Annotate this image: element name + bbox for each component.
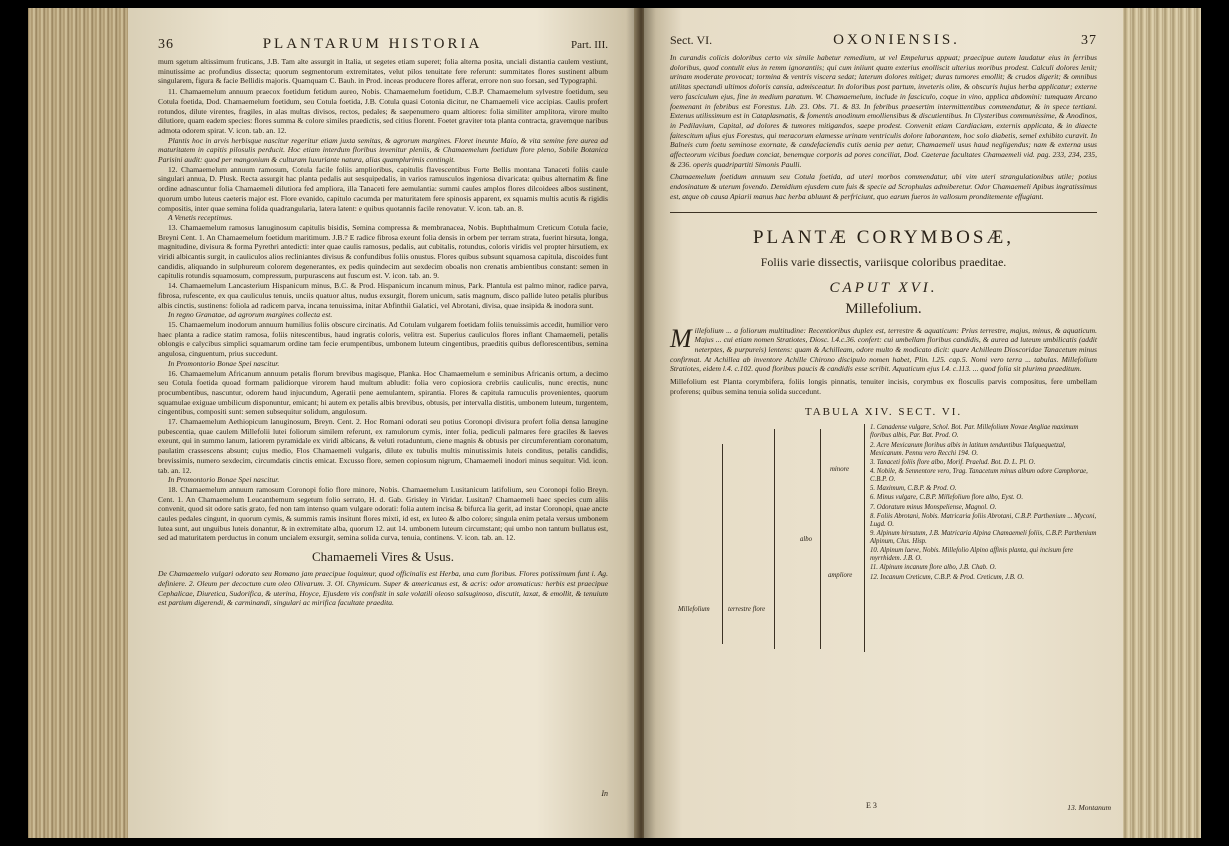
page-number: 36 — [158, 37, 174, 52]
table-minore-label: minore — [830, 466, 850, 474]
table-ampliore-label: ampliore — [828, 572, 853, 580]
gutter-shadow — [644, 8, 656, 838]
intro-paragraph: mum sgetum altissimum fruticans, J.B. Tam alte assurgit in Italia, ut segetes etiam superet; folia alterna posita, unciali distantia caulem vestiunt, minutissime ac profundius dissecta; quorum segmentorum extremitates, velut pilos tenuitate fere referunt: summitates flores sustinent album singularem, figura & facie Bellidis majoris. Quamquam C. Bauh. in Prod. inceas producere flores afferat, errore non suo forsan, sed Typographi. — [158, 57, 608, 86]
entry-number: 13. — [168, 222, 178, 232]
entry-number: 16. — [168, 368, 178, 378]
species-entry — [158, 310, 608, 320]
drop-cap: M — [670, 323, 692, 353]
species-entry — [158, 320, 608, 359]
entry-text: In Promontorio Bonae Spei nascitur. — [168, 358, 280, 368]
entry-text: Chamaemelum annuum ramosum Coronopi folio flore minore, Nobis. Chamaemelum Lusitanicum latifolium, seu Coronopi folio Breyn. Cent. 1. An Chamaemelum Leucanthemum segetum folio serrato, H. d. Gab. Grisley in Viridar. Lusitan? Chamaemeli haec species cum aliis convenit, quod sit odore satis grato, fed non tam intenso quam vulgare odorati: folia autem incisa & bifurca lia gerit, ad instar Coronopi, quae ancte caules pedales cingunt, in quorum cymis, & summis ramis insitunt flores mixti, id est, ex luteo & albo colore; singula enim petala versus umbonem lutea sunt, aut unguibus luteis donantur, & in extremitate alba, quorum 12. aut 14. umbonem luteum circumstant; qui umbo non tantum bullatus est, sed ad maturitatem perductus in conum uncialem exsurgit, semina solida curva, tenuia, continens. V. icon. tab. an. 12. — [158, 484, 608, 543]
page-number: 37 — [1080, 33, 1097, 48]
table-entry: 7. Odoratum minus Monspeliense, Magnol. O. — [870, 503, 997, 511]
table-brace — [774, 429, 775, 649]
table-entry: 4. Nobile, & Sennentore vero, Trag. Tanacetum minus album odore Camphorae, C.B.P. O. — [870, 468, 1088, 484]
species-entry — [158, 369, 608, 418]
table-title: TABULA XIV. SECT. VI. — [804, 406, 963, 419]
entry-text: Chamaemelum Lancasterium Hispanicum minus, B.C. & Prod. Hispanicum incanum minus, Park. Plantula est palmo minor, radice parva, fibrosa, rufescente, ex qua cauliculus tenuis, unciis quatuor altus, nudus exsurgit, florem unicum, satis magnum, disco pallide luteo petalis pluribus albis cinctis, sustinens: foliola ad radicem parva, incana tenuissima, initar Abfinthii Galatici, vel Abrotani, divisa, quae insipida & inodora sunt. — [158, 281, 608, 310]
table-entries — [870, 424, 1097, 582]
table-entry: 10. Alpinum laeve, Nobis. Millefolio Alpino affinis planta, qui incisum fere myrrhidem. J.B. O. — [870, 547, 1074, 563]
entry-list — [158, 87, 608, 543]
left-page-edges — [28, 8, 128, 838]
section-heading: Chamaemeli Vires & Usus. — [312, 549, 454, 565]
entry-text: Plantis hoc in arvis herbisque nascitur regeritur etiam juxta semitas, & agrorum margines. Floret ineunte Maio, & vita semine fere aurea ad maturitatem in capitis pilosulis perducit. Hoc etiam interdum floribus invenitur pleniis, & Chamaemelum foetidum flore pleno, Sobile Botanica Parisini audit: quod per mangonium & culturam luxuriante natura, alias quamplurimis contingit. — [158, 135, 608, 165]
description-text: illefolium ... a foliorum multitudine: Recentioribus duplex est, terrestre & aquaticum: Prius terrestre, majus, minus, & aquaticum. Majus ... cui etiam nomen Stratiotes, Diosc. l.4.c.36. confert: cui umbellam floribus candidis, & aurea ad luteum umbilicatis (addit neterptes, & purpureis) lentens: quam & Achilleam, odore multo & modicato dicit: quare Achilleam Dioscoridae Tanacetum minus confirmat. At Achillea ab inventore Achille Chirono discipulo nomen habet, Plin. l.25. cap.5. Nomi vero terra ... tabulas. Millefolium Stratiotes, eidem l.4. c.102. quod floribus paucis & candidis esse scribit. Aquaticum ejus l.4. c.113. ... quod folia sit plurima praeditum. — [670, 325, 1097, 374]
entry-text: Chamaemelum Aethiopicum lanuginosum, Breyn. Cent. 2. Hoc Romani odorati seu potius Coronopi divisura profert folia densa lanugine pubescentia, quae caulem Millefolii lutei foliorum similem referunt, ex ramulorum cymis, inter folia, pediculi palmares fere graciles & laeves exeunt, qui in summo lanum, latiorem pyramidale ex viridi albicans, & veluti rotaduntum, ciene magnis & obtusis per circumferentiam coronatum, paulatim crassescens absunt; cujus medio, Flos Chamaemeli vulgaris, dilute ex tubulis multis minutissimis luteis conditus, petalis candidis, brevissimis, numero sexdecim, circumdatis cinctis emicat. Excusso flore, semen copiosum nigrum, Chamaemeli inodori minus sequitur. Vid. icon. tab. an. 12. — [158, 417, 608, 475]
table-root-label: Millefolium — [678, 606, 710, 614]
species-entry — [158, 136, 608, 165]
signature-mark: E 3 — [866, 801, 877, 810]
table-color-label: albo — [800, 536, 813, 544]
part-label: Part. III. — [571, 39, 608, 51]
entry-number: 11. — [168, 87, 178, 97]
entry-number: 12. — [168, 164, 178, 174]
right-page — [644, 8, 1123, 838]
uses-paragraph-2: Chamaemelum foetidum annuum seu Cotula foetida, ad uteri morbos commendatur, ubi vim uteri strangulationibus utile; potius endosinatum & uterum fovendo. Demidium ejusdem cum fuis & specie ad Scrophulas admiberetur. Odor Chamaemeli Apibus ingratissimus est, atque ob causa Apiarii manus hac herba abluunt & perfriciunt, quo earum fueros in vallosum pronditemente effugiant. — [670, 172, 1097, 201]
definition-paragraph: Millefolium est Planta corymbifera, foliis longis pinnatis, tenuiter incisis, corymbus ex flosculis parvis compositus, fere umbellam proferens; quibus semina tenuia solida succedunt. — [670, 377, 1097, 396]
species-entry — [158, 281, 608, 310]
table-brace — [820, 429, 821, 649]
catchword: 13. Montanum — [1067, 803, 1111, 812]
caput-heading: CAPUT XVI. — [829, 279, 938, 296]
entry-text: In Promontorio Bonae Spei nascitur. — [168, 475, 280, 485]
entry-number: 15. — [168, 319, 178, 329]
species-entry — [158, 87, 608, 136]
table-entry: 2. Acre Mexicanum floribus albis in latitum tenduntibus Tlalquequetzal, Mexicanum. Pennu vero Recchi 194. O. — [870, 441, 1066, 457]
divider — [670, 212, 1097, 213]
entry-number: 14. — [168, 281, 178, 291]
right-running-head — [670, 32, 1097, 49]
table-entry: 6. Minus vulgare, C.B.P. Millefolium flore albo, Eyst. O. — [870, 494, 1024, 502]
table-entry: 8. Foliis Abrotani, Nobis. Matricaria foliis Abrotani, C.B.P. Parthenium ... Myconi, Lugd. O. — [870, 512, 1097, 528]
species-entry — [158, 475, 608, 485]
entry-number: 17. — [168, 417, 178, 427]
species-entry — [158, 213, 608, 223]
species-entry — [158, 417, 608, 475]
species-entry — [158, 165, 608, 214]
table-entry: 9. Alpinum hirsutum, J.B. Matricaria Alpina Chamaemeli foliis, C.B.P. Parthenium Alpinum, Clus. Hisp. — [870, 529, 1097, 545]
table-branch-label: terrestre flore — [728, 606, 766, 614]
table-entry: 3. Tanaceti foliis flore albo, Morif. Praelud. Bot. D. L. Pl. O. — [870, 458, 1036, 466]
chapter-subtitle: Foliis varie dissectis, variisque coloribus praeditae. — [760, 254, 1007, 269]
table-entry: 5. Maximum, C.B.P. & Prod. O. — [870, 485, 957, 493]
vires-paragraph: De Chamaemelo vulgari odorato seu Romano jam praecipue loquimur, quod officinalis est Herba, una cum floribus. Flores potissimum funt i. Ag. definiere. 2. Oleum per decoctum cum oleo Olivarum. 3. Ol. Chymicum. Super & americanus est, & acris: odor aromaticus: herbis est praecipue Cephalicae, Diuretica, Sudorifica, & uterina, Hoyce, Ejusdem vis confistit in sale volatili oleoso salsuginoso, discutit, laxat, & emollit, & tenuium est partium digerendi, & carminandi, singulari ac mirifica facultate praedita. — [158, 569, 608, 608]
entry-text: Chamaemelum annuum ramosum, Cotula facile foliis amplioribus, capitulis flavescentibus Forte Bellis montana Tanaceti foliis caule singulari annua, D. Plusk. Recta assurgit hac planta pedalis aut sesquipedalis, in varios ramusculos ingeniosa divaricata: quibus alternatim & fine ordine adnascuntur folia Chamaemeli dilutiora fed ampliora, illa Tanaceti fere aemulantia: summi caules amplos flores dilcoidees albos sustinent, quorum umbo luteus caeteris major est. Flore evanido, capitulo cacumda per maturitatem fere spinosis apparent, ex squamis multis acutis & rigidis compositis, inter quae semina folida quadrangularia, latera latent: e quibus quotannis facile renovatur. V. icon. tab. an. 8. — [158, 164, 608, 213]
left-page — [128, 8, 638, 838]
table-entry: 12. Incanum Creticum, C.B.P. & Prod. Creticum, J.B. O. — [870, 573, 1024, 581]
uses-paragraph: In curandis colicis doloribus certo vix simile habetur remedium, ut vel Empelurus appuat; praecipue autem laudatur eius in ferribus doloribus, quod contulit eius in remm ignorantiis; qui cum iniiunt quam exterius enolliscit ulterius moribus prodest. Calculi dolores lenit; urinam moderate provocat; tormina & ventris viscera sedat; laterum dolores mitiget; duras tumores emollit; & crudos digerit; & omnibus utilitas spectandi ultimos doloris cansia, admisceatur. In doloribus post partum, inveteris olim, & obscuris hujus herba applicatur; externe vero fasciculum ejus, fine in medium paratum. W. Chamaemelum, include in fasciculo, coque in vino, applica abdomini: tumquam Arcano foemenant in febribus est Forestus. Lib. 23. Obs. 71. & 83. In febribus praesertim intermittentibus commendatur, & in spece tertiani. Extenus utilissimum est in Cataplasmatis, & fomentis anodinum emolliensibus & discutientibus. In Clysteribus communissime, & Anodinos, in Pedilavium, Capital, ad dolores & tumores mitigandos, saepe prodest. Convenit etiam Cardiaciam, externis applicata, & in diaecte faitescitum ufius ejus Forestus, qui meracorum elamesse urinam ventriculis dolore laborantem, hoc solo diabetis, semel exhibito curavit. In Balneis cum foetu seminose exornate, & candefaciendis cutis aenia per aetur, Chamaemeli usus haud negligendus; nam & externa usus affecteorum vicibus foedum conciat, benemque corporis ad pores conciliat, Dod. Caeterae facultates Chamaemeli vid. pag. 233, 234, 235, & 236. operis quadripartiti Simonis Paulli. — [670, 53, 1097, 169]
right-page-edges — [1123, 8, 1201, 838]
left-running-head — [158, 36, 608, 53]
entry-text: In regno Granatae, ad agrorum margines collecta est. — [168, 310, 333, 320]
description-paragraph — [670, 323, 1097, 375]
running-title: PLANTARUM HISTORIA — [262, 36, 483, 52]
table-brace — [864, 424, 865, 652]
entry-text: Chamaemelum ramosus lanuginosum capitulis bisidis, Semina compressa & membranacea, Nobis. Buphthalmum Creticum Cotula facie, Breyni Cent. 1. An Chamaemelum foetidum maritimum. J.B.? E radice fibrosa exeunt folia densis in orbem per terram strata, fuerint hirsuta, longa, magnitudine, divisura & forma Pyrethri antedicti: inter quae caulis ramosus, pedalis, aut cubitalis, rotundus, coloris viridis vel propter hirsutiem, ex viridi albicantis surgit, in cauliculos alios recliniantes divisus & confundibus foliis onustus. Flores quibus subsunt squamosa capitula, discoides funt candidis, aliquando in sulphureum colorem degenerantes, ex pedis quindecim aut sexdecim oboalis non crenatis ambientibus constant: semen in capitulis rotundis squamosum, compressum, purpurascens aut fuscum est. V. icon. tab. an. 9. — [158, 222, 608, 281]
running-title: OXONIENSIS. — [833, 32, 960, 48]
chapter-title: PLANTÆ CORYMBOSÆ, — [752, 226, 1015, 248]
species-entry — [158, 223, 608, 281]
table-entry: 1. Canadense vulgare, Schol. Bot. Par. Millefolium Novae Angliae maximum floribus albis, Par. Bat. Prod. O. — [870, 424, 1079, 440]
species-entry — [158, 485, 608, 543]
open-book — [28, 8, 1201, 838]
table-entry: 11. Alpinum incanum flore albo, J.B. Chab. O. — [870, 564, 997, 572]
entry-text: Chamaemelum annuum praecox foetidum fetidum aureo, Nobis. Chamaemelum foetidum, C.B.P. Chamaemelum sylvestre foetidum, seu Cotula foetida, Dod. Chamaemelum foetidum, seu Cotula foetida, J.B. Cotula quasi Cotonia dicitur, ne Chamaemeli vice accipias. Caulis profert rotundos, dilute virentes, fragiles, in alas multas divisos, rectos, pedales; & saepenumero quam altiores: folia similiter amplitora, virore multo dilutiore, quam eadem species: flores summa & colore similes praedictis, sed citius florent. Foetet graviter tota planta contracta, gravemque naribus admota odorem spirat. V. icon. tab. an. 12. — [158, 87, 608, 135]
entry-text: A Venetis receptimus. — [168, 213, 233, 223]
classification-table — [670, 424, 1097, 654]
genus-heading: Millefolium. — [845, 300, 922, 317]
section-label: Sect. VI. — [670, 33, 713, 47]
species-entry — [158, 359, 608, 369]
entry-number: 18. — [168, 484, 178, 494]
catchword: In — [601, 789, 608, 798]
entry-text: Chamaemelum Africanum annuum petalis florum brevibus magisque, Planka. Hoc Chamaemelum e seminibus Africanis ortum, a decimo seu Cotula foetida quoad formam palidiorque virorem haud multum abludit: folia vero copiosiora crebriis cauliculis, nunc erectis, nunc procumbentibus, nascuntur, odorem haud injucundum, Ageratii pene aemulantem, spirantia. Flores & capitula ramuculis provenientes, quorum squamulae exiguae umbilicum disponuntur, emicant; hi autem ex petalis albis brevibus, obtusis, per intervalla distitis, umbonem luteum, turgentem, cingentibus, compositi sunt: semen subsequitur solidum, angulosum. — [158, 368, 608, 417]
table-brace — [722, 444, 723, 644]
entry-text: Chamaemelum inodorum annuum humilius foliis obscure circinatis. Ad Cotulam vulgarem foetidam foliis tenuissimis accedit, humilior vero haec planta a radice statim ramosa, foliis nitescentibus, haud ingratis coloris, velitra est. Superius cauliculos flores inflant Chamaemeli, petalis oblongis e calycibus simplici squamarum ordine tam fecie erumpentibus, umbonem luteum cingentibus, praeditis quibus deflorescentibus, semina angulosa, cinguentum, prius succedunt. — [158, 319, 608, 359]
